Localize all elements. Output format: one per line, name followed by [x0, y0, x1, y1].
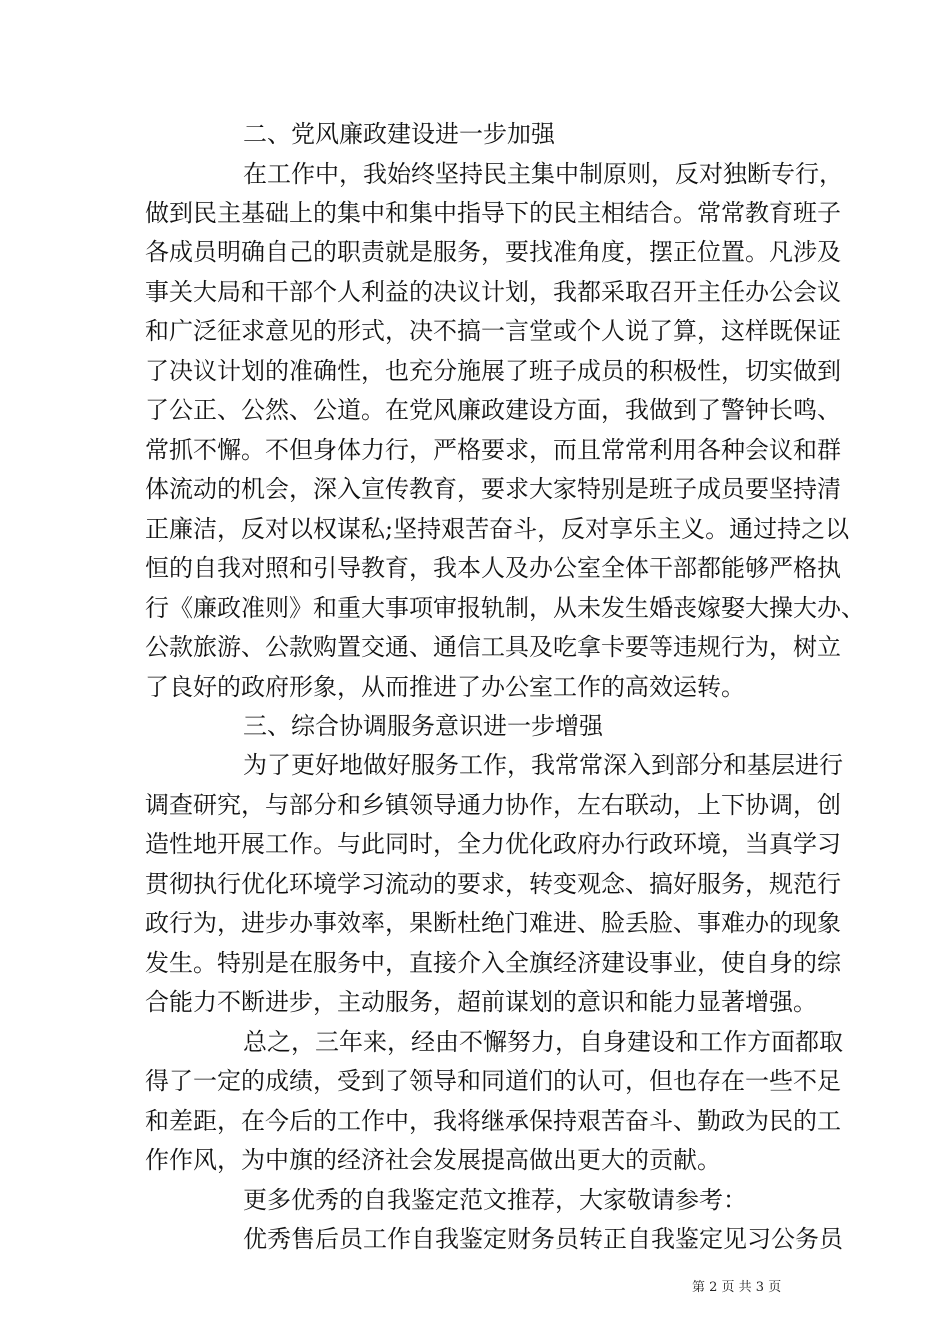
paragraph-line: 了良好的政府形象，从而推进了办公室工作的高效运转。	[145, 673, 745, 701]
paragraph-line: 和差距，在今后的工作中，我将继承保持艰苦奋斗、勤政为民的工	[145, 1107, 841, 1135]
paragraph-line: 了公正、公然、公道。在党风廉政建设方面，我做到了警钟长鸣、	[145, 396, 841, 424]
section-heading: 二、党风廉政建设进一步加强	[243, 120, 555, 148]
paragraph-line: 总之，三年来，经由不懈努力，自身建设和工作方面都取	[243, 1028, 843, 1056]
paragraph-line: 和广泛征求意见的形式，决不搞一言堂或个人说了算，这样既保证	[145, 317, 841, 345]
paragraph-line: 各成员明确自己的职责就是服务，要找准角度，摆正位置。凡涉及	[145, 238, 841, 266]
paragraph-line: 造性地开展工作。与此同时，全力优化政府办行政环境，当真学习	[145, 830, 841, 858]
paragraph-line: 做到民主基础上的集中和集中指导下的民主相结合。常常教育班子	[145, 199, 841, 227]
page-number: 第 2 页 共 3 页	[692, 1280, 782, 1295]
paragraph-line: 正廉洁，反对以权谋私;坚持艰苦奋斗，反对享乐主义。通过持之以	[145, 515, 850, 543]
section-heading: 三、综合协调服务意识进一步增强	[243, 712, 603, 740]
paragraph-line: 政行为，进步办事效率，果断杜绝门难进、脸丢脸、事难办的现象	[145, 909, 841, 937]
paragraph-line: 优秀售后员工作自我鉴定财务员转正自我鉴定见习公务员	[243, 1225, 843, 1253]
paragraph-line: 恒的自我对照和引导教育，我本人及办公室全体干部都能够严格执	[145, 554, 841, 582]
paragraph-line: 贯彻执行优化环境学习流动的要求，转变观念、搞好服务，规范行	[145, 870, 841, 898]
paragraph-line: 行《廉政准则》和重大事项审报轨制，从未发生婚丧嫁娶大操大办、	[145, 594, 865, 622]
paragraph-line: 调查研究，与部分和乡镇领导通力协作，左右联动，上下协调，创	[145, 791, 841, 819]
paragraph-line: 在工作中，我始终坚持民主集中制原则，反对独断专行，	[243, 160, 843, 188]
paragraph-line: 作作风，为中旗的经济社会发展提高做出更大的贡献。	[145, 1146, 721, 1174]
paragraph-line: 事关大局和干部个人利益的决议计划，我都采取召开主任办公会议	[145, 278, 841, 306]
paragraph-line: 合能力不断进步，主动服务，超前谋划的意识和能力显著增强。	[145, 988, 817, 1016]
paragraph-line: 体流动的机会，深入宣传教育，要求大家特别是班子成员要坚持清	[145, 475, 841, 503]
paragraph-line: 发生。特别是在服务中，直接介入全旗经济建设事业，使自身的综	[145, 949, 841, 977]
paragraph-line: 公款旅游、公款购置交通、通信工具及吃拿卡要等违规行为，树立	[145, 633, 841, 661]
paragraph-line: 为了更好地做好服务工作，我常常深入到部分和基层进行	[243, 751, 843, 779]
paragraph-line: 更多优秀的自我鉴定范文推荐，大家敬请参考：	[243, 1186, 747, 1214]
paragraph-line: 了决议计划的准确性，也充分施展了班子成员的积极性，切实做到	[145, 357, 841, 385]
paragraph-line: 得了一定的成绩，受到了领导和同道们的认可，但也存在一些不足	[145, 1067, 841, 1095]
paragraph-line: 常抓不懈。不但身体力行，严格要求，而且常常利用各种会议和群	[145, 436, 841, 464]
